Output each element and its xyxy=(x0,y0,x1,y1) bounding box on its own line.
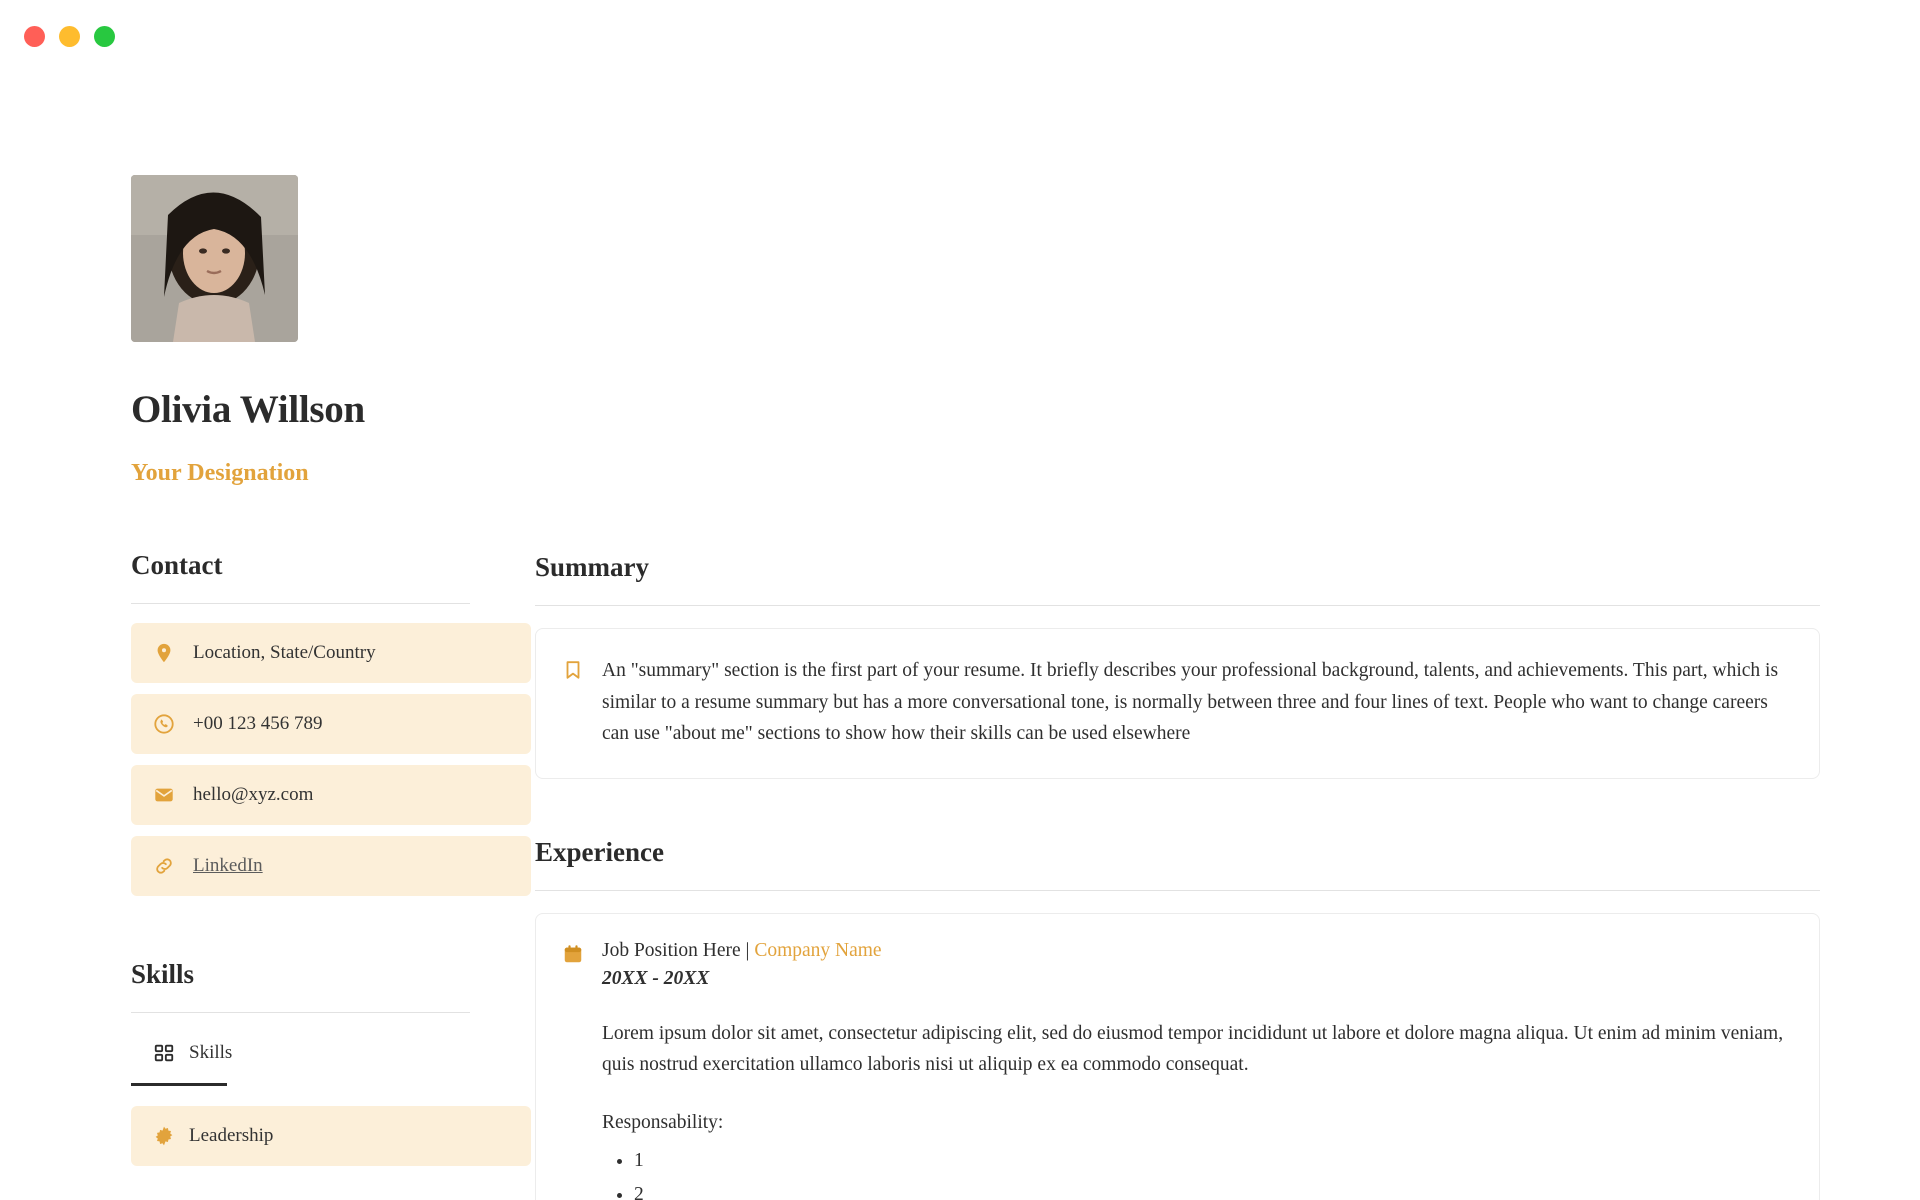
job-dates: 20XX - 20XX xyxy=(602,967,710,989)
calendar-icon xyxy=(562,943,584,965)
skill-item-leadership[interactable] xyxy=(131,1106,531,1166)
divider xyxy=(131,1012,470,1013)
phone-icon xyxy=(153,713,175,735)
bookmark-icon xyxy=(562,659,584,681)
summary-card xyxy=(535,628,1820,779)
contact-item-label: hello@xyz.com xyxy=(193,784,314,805)
contact-heading: Contact xyxy=(131,550,223,580)
responsibility-label: Responsability: xyxy=(602,1111,724,1133)
skills-heading: Skills xyxy=(131,959,195,989)
job-position: Job Position Here xyxy=(602,939,741,961)
experience-heading: Experience xyxy=(535,836,664,867)
contact-item-label: LinkedIn xyxy=(193,855,263,876)
minimize-window-button[interactable] xyxy=(59,26,80,47)
responsibility-list xyxy=(602,1144,1789,1200)
page-title: Olivia Willson xyxy=(131,388,365,431)
summary-heading: Summary xyxy=(535,552,649,582)
job-company: Company Name xyxy=(754,939,882,961)
gear-icon xyxy=(153,1125,175,1147)
resume-main xyxy=(535,72,1920,1200)
designation: Your Designation xyxy=(131,460,309,486)
email-icon xyxy=(153,784,175,806)
skill-item-label: Leadership xyxy=(189,1125,274,1146)
location-pin-icon xyxy=(153,642,175,664)
list-item: • 1 xyxy=(634,1144,1789,1178)
contact-item-label: Location, State/Country xyxy=(193,642,376,663)
window-titlebar xyxy=(0,0,1920,72)
divider xyxy=(535,605,1820,606)
divider xyxy=(535,890,1820,891)
skill-active-indicator xyxy=(131,1083,227,1086)
list-item: • 2 xyxy=(634,1178,1789,1200)
job-title-line xyxy=(602,940,1789,962)
contact-item-phone[interactable] xyxy=(131,694,531,754)
divider xyxy=(131,603,470,604)
resume-sidebar xyxy=(0,72,470,1200)
contact-list xyxy=(131,623,470,896)
close-window-button[interactable] xyxy=(24,26,45,47)
grid-icon xyxy=(153,1042,175,1064)
job-description: Lorem ipsum dolor sit amet, consectetur adipiscing elit, sed do eiusmod tempor incididunt ut labore et dolore magna aliqua. Ut enim ad minim veniam, quis nostrud exercitation ullamco laboris nisi ut aliquip ex ea commodo consequat. xyxy=(602,1022,1784,1076)
skills-list xyxy=(131,1023,470,1166)
contact-item-linkedin[interactable] xyxy=(131,836,531,896)
contact-item-label: +00 123 456 789 xyxy=(193,713,323,734)
avatar xyxy=(131,175,298,342)
job-separator: | xyxy=(740,939,755,961)
skill-item-label: Skills xyxy=(189,1042,233,1063)
link-icon xyxy=(153,855,175,877)
skill-item-skills[interactable] xyxy=(131,1023,470,1086)
experience-card xyxy=(535,913,1820,1200)
summary-text: An "summary" section is the first part of your resume. It briefly describes your professional background, talents, and achievements. This part, which is similar to a resume summary but has a more conversational tone, is normally between three and four lines of text. People who want to change careers can use "about me" sections to show how their skills can be used elsewhere xyxy=(602,660,1779,745)
contact-item-location[interactable] xyxy=(131,623,531,683)
zoom-window-button[interactable] xyxy=(94,26,115,47)
contact-item-email[interactable] xyxy=(131,765,531,825)
resume-page xyxy=(0,72,1920,1200)
